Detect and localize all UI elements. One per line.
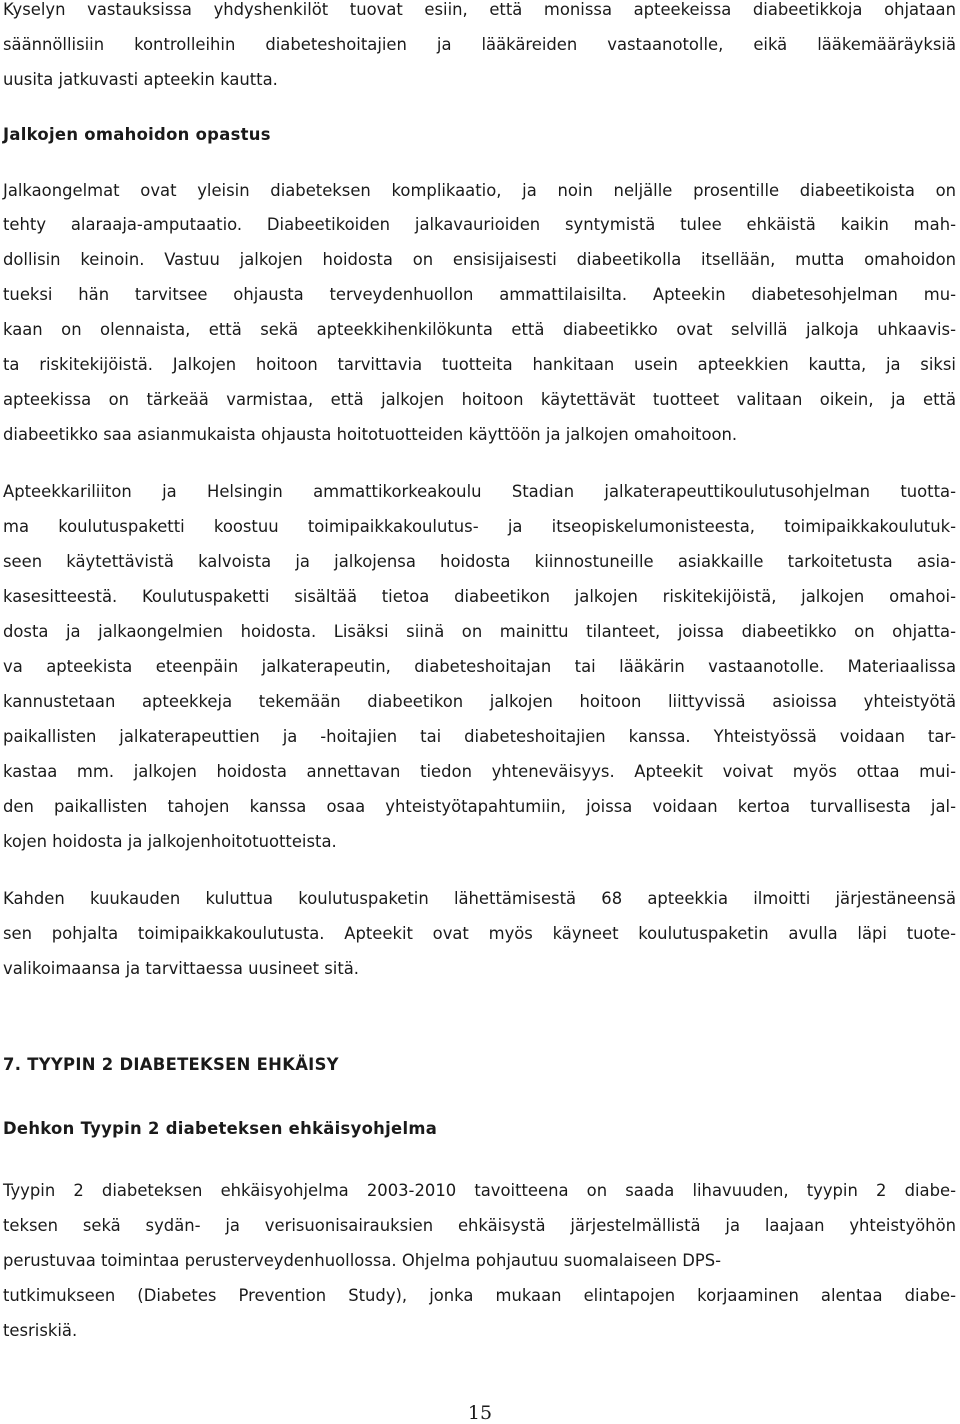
- body-text-line: apteekissa on tärkeää varmistaa, että jalkojen hoitoon käytettävät tuotteet valitaan oikein, ja että: [3, 390, 956, 409]
- body-text-line: tesriskiä.: [3, 1321, 78, 1340]
- body-text-line: uusita jatkuvasti apteekin kautta.: [3, 70, 278, 89]
- body-text-line: ta riskitekijöistä. Jalkojen hoitoon tarvittavia tuotteita hankitaan usein apteekkien kautta, ja siksi: [3, 355, 956, 374]
- body-text-line: tueksi hän tarvitsee ohjausta terveydenhuollon ammattilaisilta. Apteekin diabetesohjelman mu-: [3, 285, 956, 304]
- body-text-line: sen pohjalta toimipaikkakoulutusta. Apteekit ovat myös käyneet koulutuspaketin avulla läpi tuote-: [3, 924, 956, 943]
- body-text-line: Jalkaongelmat ovat yleisin diabeteksen komplikaatio, ja noin neljälle prosentille diabeetikoista on: [3, 181, 956, 200]
- body-text-line: teksen sekä sydän- ja verisuonisairauksien ehkäisystä järjestelmällistä ja laajaan yhteistyöhön: [3, 1216, 956, 1235]
- body-text-line: seen käytettävistä kalvoista ja jalkojensa hoidosta kiinnostuneille asiakkaille tarkoitetusta asia-: [3, 552, 956, 571]
- body-text-line: tutkimukseen (Diabetes Prevention Study), jonka mukaan elintapojen korjaaminen alentaa diabe-: [3, 1286, 956, 1305]
- body-text-line: dosta ja jalkaongelmien hoidosta. Lisäksi siinä on mainittu tilanteet, joissa diabeetikko on ohjatta-: [3, 622, 956, 641]
- chapter-heading: 7. TYYPIN 2 DIABETEKSEN EHKÄISY: [3, 1055, 339, 1074]
- body-text-line: ma koulutuspaketti koostuu toimipaikkakoulutus- ja itseopiskelumonisteesta, toimipaikkakoulutuk-: [3, 517, 956, 536]
- body-text-line: paikallisten jalkaterapeuttien ja -hoitajien tai diabeteshoitajien kanssa. Yhteistyössä voidaan tar-: [3, 727, 956, 746]
- body-text-line: kannustetaan apteekkeja tekemään diabeetikon jalkojen hoitoon liittyvissä asioissa yhteistyötä: [3, 692, 956, 711]
- body-text-line: Apteekkariliiton ja Helsingin ammattikorkeakoulu Stadian jalkaterapeuttikoulutusohjelman tuotta-: [3, 482, 956, 501]
- body-text-line: tehty alaraaja-amputaatio. Diabeetikoiden jalkavaurioiden syntymistä tulee ehkäistä kaikin mah-: [3, 215, 956, 234]
- body-text-line: kasesitteestä. Koulutuspaketti sisältää tietoa diabeetikon jalkojen riskitekijöistä, jalkojen omahoi-: [3, 587, 956, 606]
- body-text-line: perustuvaa toimintaa perusterveydenhuollossa. Ohjelma pohjautuu suomalaiseen DPS-: [3, 1251, 722, 1270]
- body-text-line: diabeetikko saa asianmukaista ohjausta hoitotuotteiden käyttöön ja jalkojen omahoitoon.: [3, 425, 738, 444]
- body-text-line: säännöllisiin kontrolleihin diabeteshoitajien ja lääkäreiden vastaanotolle, eikä lääkemääräyksiä: [3, 35, 956, 54]
- body-text-line: dollisin keinoin. Vastuu jalkojen hoidosta on ensisijaisesti diabeetikolla itsellään, mutta omahoidon: [3, 250, 956, 269]
- body-text-line: va apteekista eteenpäin jalkaterapeutin, diabeteshoitajan tai lääkärin vastaanotolle. Materiaalissa: [3, 657, 956, 676]
- section-subheading: Dehkon Tyypin 2 diabeteksen ehkäisyohjelma: [3, 1119, 438, 1138]
- body-text-line: Kyselyn vastauksissa yhdyshenkilöt tuovat esiin, että monissa apteekeissa diabeetikkoja ohjataan: [3, 0, 956, 19]
- page-number: 15: [467, 1402, 493, 1424]
- body-text-line: den paikallisten tahojen kanssa osaa yhteistyötapahtumiin, joissa voidaan kertoa turvallisesta jal-: [3, 797, 956, 816]
- body-text-line: kastaa mm. jalkojen hoidosta annettavan tiedon yhteneväisyys. Apteekit voivat myös ottaa mui-: [3, 762, 956, 781]
- section-subheading: Jalkojen omahoidon opastus: [3, 125, 271, 144]
- body-text-line: kojen hoidosta ja jalkojenhoitotuotteista.: [3, 832, 337, 851]
- body-text-line: valikoimaansa ja tarvittaessa uusineet sitä.: [3, 959, 359, 978]
- body-text-line: Kahden kuukauden kuluttua koulutuspaketin lähettämisestä 68 apteekkia ilmoitti järjestäneensä: [3, 889, 956, 908]
- body-text-line: kaan on olennaista, että sekä apteekkihenkilökunta että diabeetikko ovat selvillä jalkoja uhkaavis-: [3, 320, 956, 339]
- body-text-line: Tyypin 2 diabeteksen ehkäisyohjelma 2003-2010 tavoitteena on saada lihavuuden, tyypin 2 diabe-: [3, 1181, 956, 1200]
